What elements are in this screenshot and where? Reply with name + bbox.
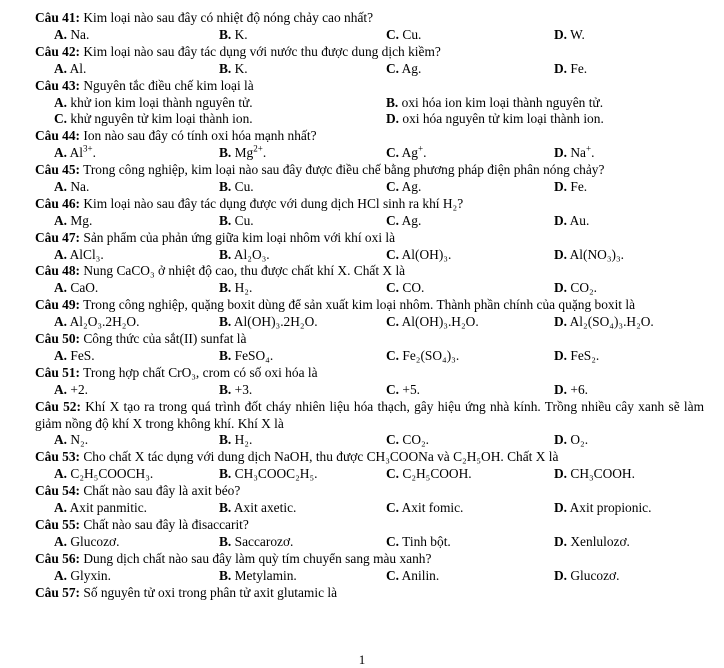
question-number: Câu 44: <box>35 128 81 144</box>
option-text: Glucozơ. <box>70 533 120 549</box>
answer-option-c <box>386 534 451 551</box>
answer-option-c <box>386 382 420 399</box>
option-letter: B. <box>219 212 232 228</box>
option-text: Ag. <box>401 212 422 228</box>
ion-charge: 2+ <box>253 143 263 154</box>
question-text: Trong hợp chất CrO₃, crom có số oxi hóa là <box>83 364 318 380</box>
answer-option-c <box>54 111 253 128</box>
option-text: +5. <box>402 381 420 397</box>
question-number: Câu 51: <box>35 364 81 380</box>
question <box>35 551 704 585</box>
option-letter: B. <box>219 381 232 397</box>
option-letter: A. <box>54 466 68 482</box>
answer-option-b <box>219 466 317 483</box>
question-stem <box>35 483 704 500</box>
option-letter: A. <box>54 26 68 42</box>
option-text: FeSO₄. <box>234 347 274 363</box>
option-letter: C. <box>386 381 400 397</box>
question <box>35 10 704 44</box>
answer-option-c <box>386 314 479 331</box>
answer-option-b <box>219 500 296 517</box>
answer-option-a <box>54 213 92 230</box>
option-text: Ag. <box>401 179 422 194</box>
option-tail: . <box>92 145 96 161</box>
answer-option-c <box>386 568 439 585</box>
option-letter: B. <box>219 432 232 448</box>
option-text: Al(NO₃)₃. <box>569 246 624 262</box>
option-text: Na <box>570 145 587 161</box>
option-tail: . <box>591 145 595 161</box>
answer-options <box>35 145 704 162</box>
question <box>35 44 704 78</box>
answer-option-b <box>386 95 603 112</box>
answer-option-b <box>219 432 252 449</box>
option-letter: C. <box>386 432 400 448</box>
question-stem <box>35 44 704 61</box>
option-text: N₂. <box>70 432 89 448</box>
option-letter: A. <box>54 381 68 397</box>
option-text: +2. <box>70 381 88 397</box>
option-text: K. <box>234 26 248 42</box>
option-text: CaO. <box>70 280 99 296</box>
question-number: Câu 42: <box>35 43 81 59</box>
answer-option-c <box>386 179 421 196</box>
option-text: Saccarozơ. <box>234 533 294 549</box>
answer-options <box>35 314 704 331</box>
answer-option-d <box>554 466 635 483</box>
answer-option-a <box>54 348 95 365</box>
option-text: Mg <box>234 145 254 161</box>
question-number: Câu 48: <box>35 263 81 279</box>
option-text: CO. <box>402 280 425 296</box>
answer-option-d <box>554 432 588 449</box>
question-stem <box>35 331 704 348</box>
answer-options <box>35 179 704 196</box>
answer-options <box>35 280 704 297</box>
option-text: Al₂O₃.2H₂O. <box>69 314 140 330</box>
option-text: khử nguyên tử kim loại thành ion. <box>70 111 253 127</box>
option-letter: B. <box>219 60 232 76</box>
answer-option-b <box>219 382 252 399</box>
question-number: Câu 57: <box>35 584 81 600</box>
question-number: Câu 50: <box>35 331 81 347</box>
question-stem <box>35 517 704 534</box>
question-stem <box>35 365 704 382</box>
question-text: Kim loại nào sau đây tác dụng được với dung dịch HCl sinh ra khí H₂? <box>83 195 464 211</box>
option-text: C₂H₅COOCH₃. <box>70 466 154 482</box>
answer-option-b <box>219 280 252 297</box>
question-stem <box>35 551 704 568</box>
question-text: Kim loại nào sau đây tác dụng với nước thu được dung dịch kiềm? <box>83 43 441 59</box>
answer-option-b <box>219 348 273 365</box>
answer-option-a <box>54 27 89 44</box>
answer-options <box>35 466 704 483</box>
option-text: Mg. <box>70 212 93 228</box>
option-letter: D. <box>554 212 568 228</box>
question-number: Câu 53: <box>35 449 81 465</box>
answer-option-c <box>386 27 421 44</box>
option-text: C₂H₅COOH. <box>402 466 472 482</box>
option-letter: D. <box>554 432 568 448</box>
page-number: 1 <box>358 652 366 667</box>
answer-option-b <box>219 27 248 44</box>
option-letter: D. <box>386 111 400 127</box>
question <box>35 297 704 331</box>
option-letter: A. <box>54 432 68 448</box>
option-letter: D. <box>554 246 568 262</box>
option-letter: C. <box>386 212 400 228</box>
answer-option-b <box>219 568 297 585</box>
answer-option-d <box>554 500 651 517</box>
answer-option-c <box>386 213 421 230</box>
question <box>35 230 704 264</box>
option-text: Fe₂(SO₄)₃. <box>402 347 460 363</box>
question-text: Chất nào sau đây là đisaccarit? <box>83 516 249 532</box>
option-letter: D. <box>554 567 568 583</box>
option-text: Tinh bột. <box>402 533 451 549</box>
question <box>35 483 704 517</box>
option-letter: A. <box>54 60 68 76</box>
answer-option-b <box>219 314 318 331</box>
answer-option-a <box>54 95 253 112</box>
answer-options <box>35 568 704 585</box>
question <box>35 196 704 230</box>
answer-option-d <box>554 534 630 551</box>
question-text: Sản phẩm của phản ứng giữa kim loại nhôm với khí oxi là <box>83 229 396 245</box>
answer-option-c <box>386 61 421 78</box>
question-number: Câu 54: <box>35 483 81 499</box>
option-letter: A. <box>54 145 68 161</box>
option-letter: A. <box>54 179 68 194</box>
answer-option-a <box>54 466 153 483</box>
question-stem <box>35 263 704 280</box>
option-letter: A. <box>54 314 68 330</box>
answer-option-a <box>54 179 89 196</box>
option-text: CO₂. <box>402 432 430 448</box>
option-letter: A. <box>54 212 68 228</box>
option-letter: B. <box>219 347 232 363</box>
option-letter: B. <box>219 466 232 482</box>
answer-options <box>35 348 704 365</box>
option-tail: . <box>423 145 427 161</box>
question-text: Khí X tạo ra trong quá trình đốt cháy nhiên liệu hóa thạch, gây hiệu ứng nhà kính. Trồng nhiều cây xanh sẽ làm giảm nồng độ khí X trong không khí. Khí X là <box>35 398 704 431</box>
option-letter: B. <box>219 280 232 296</box>
option-letter: D. <box>554 26 568 42</box>
option-letter: C. <box>386 60 400 76</box>
question-number: Câu 55: <box>35 516 81 532</box>
answer-option-a <box>54 500 147 517</box>
option-text: Na. <box>70 179 90 194</box>
option-letter: B. <box>219 567 232 583</box>
option-letter: C. <box>386 347 400 363</box>
option-letter: D. <box>554 60 568 76</box>
question-text: Kim loại nào sau đây có nhiệt độ nóng chảy cao nhất? <box>83 10 374 25</box>
option-letter: D. <box>554 179 568 194</box>
option-text: oxi hóa nguyên tử kim loại thành ion. <box>402 111 604 127</box>
question-text: Nguyên tắc điều chế kim loại là <box>83 77 254 93</box>
option-letter: C. <box>386 179 400 194</box>
question-number: Câu 41: <box>35 10 81 25</box>
option-text: +6. <box>570 381 588 397</box>
question-stem <box>35 196 704 213</box>
answer-options <box>35 247 704 264</box>
answer-option-a <box>54 382 88 399</box>
question-text: Cho chất X tác dụng với dung dịch NaOH, thu được CH₃COONa và C₂H₅OH. Chất X là <box>83 449 559 465</box>
question <box>35 449 704 483</box>
answer-option-c <box>386 280 424 297</box>
option-text: Al <box>69 145 84 161</box>
answer-option-d <box>554 382 588 399</box>
option-letter: B. <box>219 533 232 549</box>
option-text: Cu. <box>234 212 254 228</box>
answer-option-a <box>54 247 104 264</box>
option-text: Al(OH)₃.H₂O. <box>401 314 479 330</box>
option-letter: C. <box>386 466 400 482</box>
answer-option-b <box>219 179 254 196</box>
option-letter: A. <box>54 94 68 110</box>
question-stem <box>35 78 704 95</box>
option-text: Axit panmitic. <box>69 500 147 516</box>
option-text: Fe. <box>570 179 588 194</box>
answer-option-c <box>386 348 459 365</box>
option-text: Cu. <box>402 26 422 42</box>
question-number: Câu 46: <box>35 195 81 211</box>
question-number: Câu 56: <box>35 550 81 566</box>
question-text: Số nguyên tử oxi trong phân tử axit glutamic là <box>83 584 338 600</box>
option-text: Al(OH)₃.2H₂O. <box>233 314 318 330</box>
option-text: Ag <box>401 145 419 161</box>
option-letter: A. <box>54 533 68 549</box>
option-text: W. <box>570 26 585 42</box>
option-letter: C. <box>386 567 400 583</box>
option-text: AlCl₃. <box>69 246 104 262</box>
option-letter: B. <box>219 145 232 161</box>
question-stem <box>35 128 704 145</box>
question-number: Câu 43: <box>35 77 81 93</box>
answer-option-a <box>54 145 96 162</box>
exam-document <box>0 10 724 601</box>
option-text: CH₃COOC₂H₅. <box>234 466 318 482</box>
question <box>35 517 704 551</box>
answer-options <box>35 95 704 129</box>
question <box>35 263 704 297</box>
question-stem <box>35 230 704 247</box>
answer-option-d <box>554 179 587 196</box>
answer-option-b <box>219 213 254 230</box>
option-text: Al. <box>69 60 87 76</box>
question <box>35 331 704 365</box>
ion-charge: 3+ <box>83 143 93 154</box>
option-text: H₂. <box>234 280 253 296</box>
answer-option-d <box>554 213 589 230</box>
option-letter: D. <box>554 280 568 296</box>
option-text: CO₂. <box>570 280 598 296</box>
question <box>35 585 704 602</box>
option-letter: D. <box>554 314 568 330</box>
answer-option-d <box>554 280 597 297</box>
option-text: khử ion kim loại thành nguyên tử. <box>70 94 253 110</box>
option-letter: C. <box>386 26 400 42</box>
option-letter: A. <box>54 567 68 583</box>
question-text: Nung CaCO₃ ở nhiệt độ cao, thu được chất khí X. Chất X là <box>83 263 406 279</box>
answer-option-b <box>219 145 266 162</box>
answer-option-d <box>554 247 624 264</box>
answer-options <box>35 534 704 551</box>
option-letter: B. <box>386 94 399 110</box>
option-text: Axit axetic. <box>233 500 297 516</box>
answer-option-c <box>386 500 463 517</box>
option-letter: A. <box>54 246 68 262</box>
question-text: Ion nào sau đây có tính oxi hóa mạnh nhất? <box>83 128 317 144</box>
answer-option-d <box>554 61 587 78</box>
option-letter: A. <box>54 347 68 363</box>
answer-option-c <box>386 247 451 264</box>
option-letter: C. <box>386 145 400 161</box>
question-stem <box>35 449 704 466</box>
option-text: Cu. <box>234 179 254 194</box>
question-text: Chất nào sau đây là axit béo? <box>83 483 241 499</box>
option-text: Glucozơ. <box>570 567 620 583</box>
ion-charge: + <box>586 143 592 154</box>
option-text: Axit fomic. <box>401 500 464 516</box>
answer-options <box>35 500 704 517</box>
answer-option-c <box>386 466 472 483</box>
option-letter: C. <box>386 280 400 296</box>
answer-options <box>35 382 704 399</box>
option-tail: . <box>262 145 267 161</box>
question <box>35 128 704 162</box>
option-text: Na. <box>70 26 90 42</box>
option-letter: C. <box>386 533 400 549</box>
answer-option-a <box>54 432 88 449</box>
option-text: Axit propionic. <box>569 500 652 516</box>
option-letter: C. <box>386 246 400 262</box>
option-letter: B. <box>219 246 232 262</box>
option-letter: D. <box>554 533 568 549</box>
answer-option-d <box>554 348 599 365</box>
question <box>35 78 704 129</box>
answer-option-b <box>219 61 248 78</box>
answer-option-a <box>54 568 111 585</box>
answer-option-d <box>554 314 654 331</box>
question-stem <box>35 162 704 179</box>
option-letter: B. <box>219 314 232 330</box>
question <box>35 365 704 399</box>
answer-option-b <box>219 534 293 551</box>
option-text: Fe. <box>570 60 588 76</box>
option-text: Glyxin. <box>70 567 111 583</box>
option-letter: A. <box>54 500 68 516</box>
answer-option-d <box>554 568 620 585</box>
ion-charge: + <box>418 143 424 154</box>
answer-options <box>35 61 704 78</box>
answer-option-a <box>54 314 139 331</box>
option-text: O₂. <box>570 432 589 448</box>
option-text: +3. <box>234 381 253 397</box>
option-letter: C. <box>386 500 400 516</box>
question-number: Câu 52: <box>35 398 81 414</box>
answer-option-b <box>219 247 270 264</box>
option-text: K. <box>234 60 248 76</box>
option-letter: B. <box>219 179 232 194</box>
answer-options <box>35 432 704 449</box>
answer-option-d <box>554 27 585 44</box>
answer-option-d <box>554 145 594 162</box>
option-text: Ag. <box>401 60 422 76</box>
option-text: FeS. <box>70 347 95 363</box>
option-text: Anilin. <box>401 567 440 583</box>
question <box>35 399 704 450</box>
option-text: CH₃COOH. <box>570 466 635 482</box>
option-text: Xenlulozơ. <box>570 533 630 549</box>
question-stem <box>35 399 704 433</box>
answer-option-c <box>386 432 429 449</box>
option-text: oxi hóa ion kim loại thành nguyên tử. <box>401 94 604 110</box>
option-letter: C. <box>54 111 68 127</box>
question-text: Trong công nghiệp, kim loại nào sau đây được điều chế bằng phương pháp điện phân nóng chảy? <box>83 162 605 178</box>
option-letter: B. <box>219 500 232 516</box>
question-number: Câu 47: <box>35 229 81 245</box>
answer-option-a <box>54 280 98 297</box>
answer-options <box>35 213 704 230</box>
option-text: Au. <box>569 212 590 228</box>
question-stem <box>35 297 704 314</box>
option-text: Al₂O₃. <box>233 246 270 262</box>
answer-option-d <box>386 111 604 128</box>
question-text: Trong công nghiệp, quặng boxit dùng để sản xuất kim loại nhôm. Thành phần chính của quặng boxit là <box>83 297 636 313</box>
option-letter: D. <box>554 145 568 161</box>
question-stem <box>35 585 704 602</box>
question-text: Công thức của sắt(II) sunfat là <box>83 331 247 347</box>
answer-options <box>35 27 704 44</box>
answer-option-a <box>54 61 86 78</box>
option-letter: B. <box>219 26 232 42</box>
answer-option-c <box>386 145 426 162</box>
question-text: Dung dịch chất nào sau đây làm quỳ tím chuyển sang màu xanh? <box>83 550 432 566</box>
option-letter: D. <box>554 500 568 516</box>
option-letter: D. <box>554 381 568 397</box>
question-number: Câu 45: <box>35 162 81 178</box>
answer-option-a <box>54 534 120 551</box>
option-text: FeS₂. <box>570 347 600 363</box>
option-letter: C. <box>386 314 400 330</box>
option-letter: D. <box>554 466 568 482</box>
question-stem <box>35 10 704 27</box>
option-letter: A. <box>54 280 68 296</box>
option-letter: D. <box>554 347 568 363</box>
option-text: Al(OH)₃. <box>401 246 452 262</box>
question <box>35 162 704 196</box>
option-text: Al₂(SO₄)₃.H₂O. <box>569 314 654 330</box>
question-number: Câu 49: <box>35 297 81 313</box>
option-text: H₂. <box>234 432 253 448</box>
option-text: Metylamin. <box>234 567 297 583</box>
